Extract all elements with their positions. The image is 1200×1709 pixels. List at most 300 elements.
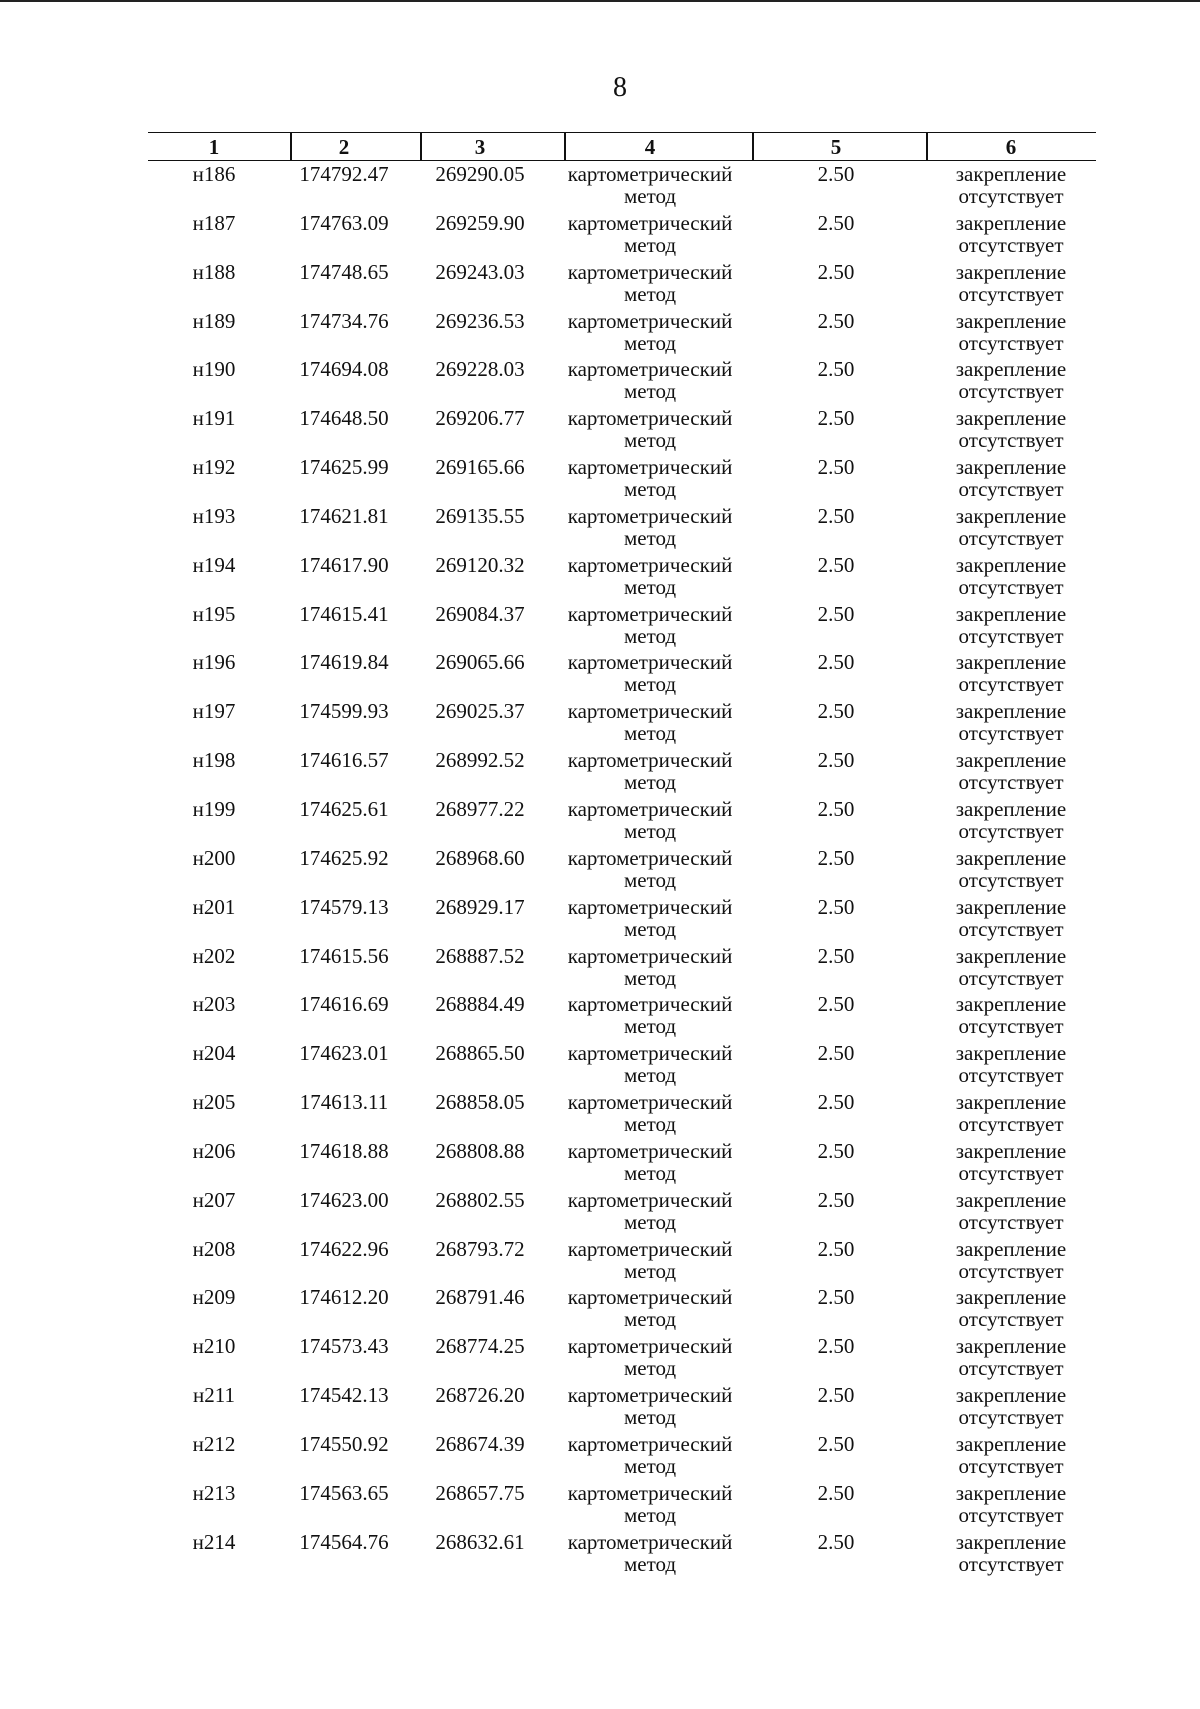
- table-body: [148, 161, 1096, 1577]
- fixing-cell-line: отсутствует: [958, 1502, 1064, 1527]
- method-cell: [552, 700, 748, 744]
- method-cell-line: метод: [623, 1502, 677, 1527]
- x-coordinate-cell: [278, 847, 410, 869]
- fixing-cell-line: отсутствует: [958, 1160, 1064, 1185]
- method-cell-line: метод: [623, 672, 677, 697]
- fixing-cell: [926, 1335, 1096, 1379]
- accuracy-cell: [746, 456, 926, 478]
- fixing-cell-line: отсутствует: [958, 1258, 1064, 1283]
- y-coordinate-cell: [410, 554, 550, 576]
- fixing-cell: [926, 212, 1096, 256]
- x-coordinate-cell-line: 174617.90: [299, 552, 389, 577]
- fixing-cell-line: закрепление: [955, 796, 1067, 821]
- fixing-cell-line: отсутствует: [958, 916, 1064, 941]
- x-coordinate-cell: [278, 1482, 410, 1504]
- accuracy-cell-line: 2.50: [817, 308, 855, 333]
- accuracy-cell-line: 2.50: [817, 1529, 855, 1554]
- point-cell-line: н210: [192, 1334, 236, 1359]
- header-col-2: 2: [338, 135, 350, 159]
- accuracy-cell-line: 2.50: [817, 455, 855, 480]
- point-cell-line: н202: [192, 943, 236, 968]
- x-coordinate-cell-line: 174792.47: [299, 162, 389, 186]
- point-cell: [148, 945, 280, 967]
- fixing-cell-line: закрепление: [955, 748, 1067, 773]
- accuracy-cell: [746, 358, 926, 380]
- fixing-cell-line: отсутствует: [958, 477, 1064, 502]
- point-cell-line: н214: [192, 1529, 236, 1554]
- header-col-6: 6: [1005, 135, 1017, 159]
- method-cell: [552, 212, 748, 256]
- coordinates-table: [148, 132, 1096, 1577]
- method-cell-line: картометрический: [567, 601, 733, 626]
- table-row: [148, 698, 1096, 747]
- accuracy-cell: [746, 505, 926, 527]
- fixing-cell-line: закрепление: [955, 1236, 1067, 1261]
- method-cell-line: картометрический: [567, 162, 733, 186]
- point-cell: [148, 798, 280, 820]
- x-coordinate-cell: [278, 407, 410, 429]
- y-coordinate-cell-line: 269135.55: [435, 503, 525, 528]
- table-row: [148, 259, 1096, 308]
- method-cell-line: картометрический: [567, 308, 733, 333]
- header-col-4: 4: [644, 135, 656, 159]
- accuracy-cell: [746, 1335, 926, 1357]
- accuracy-cell-line: 2.50: [817, 1285, 855, 1310]
- y-coordinate-cell-line: 268774.25: [435, 1334, 525, 1359]
- method-cell: [552, 1335, 748, 1379]
- method-cell: [552, 1140, 748, 1184]
- y-coordinate-cell: [410, 798, 550, 820]
- x-coordinate-cell-line: 174550.92: [299, 1431, 389, 1456]
- table-row: [148, 210, 1096, 259]
- accuracy-cell-line: 2.50: [817, 210, 855, 235]
- fixing-cell-line: отсутствует: [958, 574, 1064, 599]
- table-row: [148, 1040, 1096, 1089]
- x-coordinate-cell: [278, 993, 410, 1015]
- fixing-cell: [926, 1531, 1096, 1575]
- accuracy-cell: [746, 212, 926, 234]
- table-row: [148, 943, 1096, 992]
- x-coordinate-cell-line: 174763.09: [299, 210, 389, 235]
- x-coordinate-cell-line: 174748.65: [299, 259, 389, 284]
- table-row: [148, 161, 1096, 210]
- y-coordinate-cell-line: 268887.52: [435, 943, 525, 968]
- accuracy-cell-line: 2.50: [817, 894, 855, 919]
- method-cell: [552, 749, 748, 793]
- method-cell-line: метод: [623, 1063, 677, 1088]
- point-cell: [148, 407, 280, 429]
- method-cell-line: метод: [623, 574, 677, 599]
- method-cell-line: метод: [623, 232, 677, 257]
- accuracy-cell-line: 2.50: [817, 1480, 855, 1505]
- x-coordinate-cell-line: 174542.13: [299, 1383, 389, 1408]
- x-coordinate-cell-line: 174616.69: [299, 992, 389, 1017]
- x-coordinate-cell: [278, 945, 410, 967]
- point-cell-line: н188: [192, 259, 236, 284]
- fixing-cell-line: закрепление: [955, 162, 1067, 186]
- x-coordinate-cell: [278, 310, 410, 332]
- fixing-cell: [926, 1384, 1096, 1428]
- method-cell-line: картометрический: [567, 1334, 733, 1359]
- method-cell-line: метод: [623, 281, 677, 306]
- method-cell-line: картометрический: [567, 1480, 733, 1505]
- point-cell-line: н206: [192, 1138, 236, 1163]
- fixing-cell: [926, 163, 1096, 207]
- accuracy-cell: [746, 1482, 926, 1504]
- accuracy-cell: [746, 1384, 926, 1406]
- method-cell: [552, 1189, 748, 1233]
- accuracy-cell-line: 2.50: [817, 162, 855, 186]
- x-coordinate-cell-line: 174621.81: [299, 503, 389, 528]
- method-cell-line: метод: [623, 867, 677, 892]
- y-coordinate-cell: [410, 212, 550, 234]
- method-cell: [552, 993, 748, 1037]
- table-row: [148, 1333, 1096, 1382]
- accuracy-cell: [746, 651, 926, 673]
- table-row: [148, 1284, 1096, 1333]
- accuracy-cell: [746, 261, 926, 283]
- header-col-3: 3: [474, 135, 486, 159]
- point-cell-line: н191: [192, 406, 236, 431]
- y-coordinate-cell-line: 268865.50: [435, 1041, 525, 1066]
- point-cell: [148, 261, 280, 283]
- table-row: [148, 845, 1096, 894]
- accuracy-cell: [746, 847, 926, 869]
- method-cell: [552, 261, 748, 305]
- page-number: 8: [613, 72, 627, 103]
- method-cell: [552, 1286, 748, 1330]
- x-coordinate-cell: [278, 358, 410, 380]
- method-cell: [552, 1384, 748, 1428]
- y-coordinate-cell-line: 268793.72: [435, 1236, 525, 1261]
- point-cell-line: н187: [192, 210, 236, 235]
- fixing-cell-line: отсутствует: [958, 1356, 1064, 1381]
- fixing-cell-line: закрепление: [955, 845, 1067, 870]
- y-coordinate-cell: [410, 896, 550, 918]
- fixing-cell: [926, 603, 1096, 647]
- y-coordinate-cell: [410, 1091, 550, 1113]
- point-cell: [148, 212, 280, 234]
- accuracy-cell: [746, 1140, 926, 1162]
- x-coordinate-cell-line: 174615.56: [299, 943, 389, 968]
- y-coordinate-cell-line: 269165.66: [435, 455, 525, 480]
- y-coordinate-cell-line: 268657.75: [435, 1480, 525, 1505]
- y-coordinate-cell: [410, 1042, 550, 1064]
- x-coordinate-cell-line: 174564.76: [299, 1529, 389, 1554]
- method-cell: [552, 945, 748, 989]
- y-coordinate-cell: [410, 603, 550, 625]
- accuracy-cell-line: 2.50: [817, 1431, 855, 1456]
- point-cell: [148, 651, 280, 673]
- accuracy-cell: [746, 1238, 926, 1260]
- x-coordinate-cell: [278, 261, 410, 283]
- accuracy-cell-line: 2.50: [817, 503, 855, 528]
- method-cell-line: метод: [623, 379, 677, 404]
- fixing-cell-line: отсутствует: [958, 379, 1064, 404]
- method-cell: [552, 163, 748, 207]
- header-col-5: 5: [830, 135, 842, 159]
- fixing-cell-line: отсутствует: [958, 1453, 1064, 1478]
- method-cell-line: картометрический: [567, 357, 733, 382]
- fixing-cell-line: закрепление: [955, 1041, 1067, 1066]
- fixing-cell-line: закрепление: [955, 406, 1067, 431]
- method-cell-line: картометрический: [567, 1041, 733, 1066]
- fixing-cell-line: закрепление: [955, 1480, 1067, 1505]
- x-coordinate-cell-line: 174623.01: [299, 1041, 389, 1066]
- method-cell-line: картометрический: [567, 259, 733, 284]
- method-cell-line: метод: [623, 916, 677, 941]
- fixing-cell-line: закрепление: [955, 699, 1067, 724]
- fixing-cell-line: закрепление: [955, 503, 1067, 528]
- y-coordinate-cell-line: 268977.22: [435, 796, 525, 821]
- fixing-cell-line: отсутствует: [958, 281, 1064, 306]
- accuracy-cell-line: 2.50: [817, 1236, 855, 1261]
- fixing-cell-line: закрепление: [955, 1431, 1067, 1456]
- x-coordinate-cell: [278, 554, 410, 576]
- method-cell-line: картометрический: [567, 748, 733, 773]
- point-cell: [148, 505, 280, 527]
- point-cell: [148, 700, 280, 722]
- fixing-cell: [926, 798, 1096, 842]
- x-coordinate-cell: [278, 1531, 410, 1553]
- method-cell-line: метод: [623, 1160, 677, 1185]
- fixing-cell-line: отсутствует: [958, 770, 1064, 795]
- method-cell-line: картометрический: [567, 650, 733, 675]
- x-coordinate-cell-line: 174573.43: [299, 1334, 389, 1359]
- accuracy-cell: [746, 310, 926, 332]
- accuracy-cell: [746, 896, 926, 918]
- method-cell-line: картометрический: [567, 1529, 733, 1554]
- method-cell: [552, 651, 748, 695]
- fixing-cell-line: закрепление: [955, 601, 1067, 626]
- method-cell-line: картометрический: [567, 1383, 733, 1408]
- method-cell-line: метод: [623, 1405, 677, 1430]
- x-coordinate-cell: [278, 1433, 410, 1455]
- method-cell-line: метод: [623, 1551, 677, 1576]
- method-cell: [552, 1042, 748, 1086]
- fixing-cell-line: отсутствует: [958, 1551, 1064, 1576]
- method-cell: [552, 1091, 748, 1135]
- x-coordinate-cell: [278, 1384, 410, 1406]
- accuracy-cell: [746, 1189, 926, 1211]
- method-cell-line: картометрический: [567, 1431, 733, 1456]
- x-coordinate-cell-line: 174615.41: [299, 601, 389, 626]
- point-cell-line: н198: [192, 748, 236, 773]
- x-coordinate-cell: [278, 1335, 410, 1357]
- point-cell-line: н203: [192, 992, 236, 1017]
- fixing-cell-line: отсутствует: [958, 623, 1064, 648]
- fixing-cell-line: закрепление: [955, 455, 1067, 480]
- fixing-cell: [926, 1042, 1096, 1086]
- y-coordinate-cell: [410, 1140, 550, 1162]
- x-coordinate-cell: [278, 163, 410, 185]
- accuracy-cell: [746, 700, 926, 722]
- method-cell: [552, 1238, 748, 1282]
- y-coordinate-cell-line: 269228.03: [435, 357, 525, 382]
- y-coordinate-cell: [410, 1433, 550, 1455]
- table-row: [148, 1187, 1096, 1236]
- method-cell: [552, 310, 748, 354]
- fixing-cell: [926, 1189, 1096, 1233]
- table-header-row: [148, 132, 1096, 161]
- y-coordinate-cell-line: 268632.61: [435, 1529, 525, 1554]
- point-cell-line: н199: [192, 796, 236, 821]
- method-cell-line: метод: [623, 623, 677, 648]
- y-coordinate-cell-line: 269065.66: [435, 650, 525, 675]
- fixing-cell-line: отсутствует: [958, 867, 1064, 892]
- method-cell: [552, 847, 748, 891]
- y-coordinate-cell: [410, 1238, 550, 1260]
- fixing-cell: [926, 700, 1096, 744]
- point-cell: [148, 1433, 280, 1455]
- table-row: [148, 405, 1096, 454]
- method-cell: [552, 554, 748, 598]
- fixing-cell-line: закрепление: [955, 1090, 1067, 1115]
- table-row: [148, 1138, 1096, 1187]
- point-cell: [148, 1189, 280, 1211]
- accuracy-cell: [746, 163, 926, 185]
- method-cell-line: картометрический: [567, 943, 733, 968]
- table-row: [148, 796, 1096, 845]
- point-cell-line: н195: [192, 601, 236, 626]
- point-cell-line: н211: [193, 1383, 235, 1408]
- table-row: [148, 991, 1096, 1040]
- y-coordinate-cell-line: 269084.37: [435, 601, 525, 626]
- y-coordinate-cell: [410, 847, 550, 869]
- point-cell: [148, 1384, 280, 1406]
- y-coordinate-cell-line: 269025.37: [435, 699, 525, 724]
- point-cell-line: н197: [192, 699, 236, 724]
- y-coordinate-cell: [410, 1482, 550, 1504]
- accuracy-cell: [746, 749, 926, 771]
- method-cell-line: метод: [623, 1356, 677, 1381]
- fixing-cell: [926, 1433, 1096, 1477]
- table-row: [148, 1236, 1096, 1285]
- x-coordinate-cell-line: 174623.00: [299, 1187, 389, 1212]
- fixing-cell-line: закрепление: [955, 308, 1067, 333]
- y-coordinate-cell: [410, 1335, 550, 1357]
- method-cell: [552, 1531, 748, 1575]
- point-cell: [148, 1286, 280, 1308]
- point-cell-line: н205: [192, 1090, 236, 1115]
- x-coordinate-cell-line: 174616.57: [299, 748, 389, 773]
- method-cell: [552, 1433, 748, 1477]
- x-coordinate-cell: [278, 1238, 410, 1260]
- fixing-cell-line: отсутствует: [958, 1014, 1064, 1039]
- y-coordinate-cell-line: 268808.88: [435, 1138, 525, 1163]
- fixing-cell-line: закрепление: [955, 210, 1067, 235]
- y-coordinate-cell: [410, 261, 550, 283]
- y-coordinate-cell-line: 269243.03: [435, 259, 525, 284]
- x-coordinate-cell: [278, 651, 410, 673]
- y-coordinate-cell-line: 268968.60: [435, 845, 525, 870]
- y-coordinate-cell: [410, 163, 550, 185]
- fixing-cell-line: закрепление: [955, 552, 1067, 577]
- fixing-cell-line: отсутствует: [958, 1063, 1064, 1088]
- y-coordinate-cell-line: 269120.32: [435, 552, 525, 577]
- y-coordinate-cell: [410, 749, 550, 771]
- y-coordinate-cell: [410, 1286, 550, 1308]
- method-cell-line: картометрический: [567, 699, 733, 724]
- fixing-cell: [926, 407, 1096, 451]
- point-cell-line: н208: [192, 1236, 236, 1261]
- fixing-cell-line: отсутствует: [958, 330, 1064, 355]
- fixing-cell-line: закрепление: [955, 992, 1067, 1017]
- fixing-cell: [926, 1140, 1096, 1184]
- fixing-cell: [926, 1482, 1096, 1526]
- x-coordinate-cell-line: 174625.99: [299, 455, 389, 480]
- method-cell: [552, 407, 748, 451]
- table-row: [148, 1431, 1096, 1480]
- point-cell: [148, 310, 280, 332]
- y-coordinate-cell: [410, 700, 550, 722]
- x-coordinate-cell: [278, 456, 410, 478]
- y-coordinate-cell-line: 269236.53: [435, 308, 525, 333]
- y-coordinate-cell: [410, 1189, 550, 1211]
- fixing-cell-line: отсутствует: [958, 525, 1064, 550]
- accuracy-cell-line: 2.50: [817, 601, 855, 626]
- fixing-cell: [926, 1238, 1096, 1282]
- x-coordinate-cell-line: 174618.88: [299, 1138, 389, 1163]
- method-cell-line: метод: [623, 770, 677, 795]
- accuracy-cell: [746, 1286, 926, 1308]
- accuracy-cell-line: 2.50: [817, 992, 855, 1017]
- point-cell-line: н207: [192, 1187, 236, 1212]
- x-coordinate-cell: [278, 749, 410, 771]
- accuracy-cell-line: 2.50: [817, 1187, 855, 1212]
- y-coordinate-cell-line: 269206.77: [435, 406, 525, 431]
- point-cell-line: н192: [192, 455, 236, 480]
- fixing-cell-line: закрепление: [955, 943, 1067, 968]
- x-coordinate-cell-line: 174625.92: [299, 845, 389, 870]
- accuracy-cell-line: 2.50: [817, 357, 855, 382]
- point-cell: [148, 603, 280, 625]
- accuracy-cell-line: 2.50: [817, 552, 855, 577]
- method-cell-line: метод: [623, 184, 677, 208]
- table-row: [148, 552, 1096, 601]
- accuracy-cell: [746, 603, 926, 625]
- table-row: [148, 308, 1096, 357]
- fixing-cell-line: отсутствует: [958, 1112, 1064, 1137]
- fixing-cell: [926, 456, 1096, 500]
- point-cell: [148, 749, 280, 771]
- method-cell-line: картометрический: [567, 552, 733, 577]
- accuracy-cell: [746, 407, 926, 429]
- accuracy-cell-line: 2.50: [817, 1138, 855, 1163]
- point-cell: [148, 896, 280, 918]
- method-cell-line: картометрический: [567, 1236, 733, 1261]
- fixing-cell: [926, 505, 1096, 549]
- point-cell: [148, 847, 280, 869]
- fixing-cell: [926, 993, 1096, 1037]
- table-row: [148, 356, 1096, 405]
- method-cell-line: метод: [623, 428, 677, 453]
- method-cell-line: картометрический: [567, 503, 733, 528]
- method-cell-line: картометрический: [567, 845, 733, 870]
- y-coordinate-cell: [410, 1384, 550, 1406]
- fixing-cell-line: закрепление: [955, 1187, 1067, 1212]
- x-coordinate-cell: [278, 1042, 410, 1064]
- method-cell-line: картометрический: [567, 992, 733, 1017]
- method-cell: [552, 456, 748, 500]
- x-coordinate-cell-line: 174612.20: [299, 1285, 389, 1310]
- point-cell: [148, 1238, 280, 1260]
- method-cell-line: метод: [623, 1453, 677, 1478]
- accuracy-cell: [746, 554, 926, 576]
- point-cell-line: н189: [192, 308, 236, 333]
- point-cell: [148, 554, 280, 576]
- accuracy-cell: [746, 798, 926, 820]
